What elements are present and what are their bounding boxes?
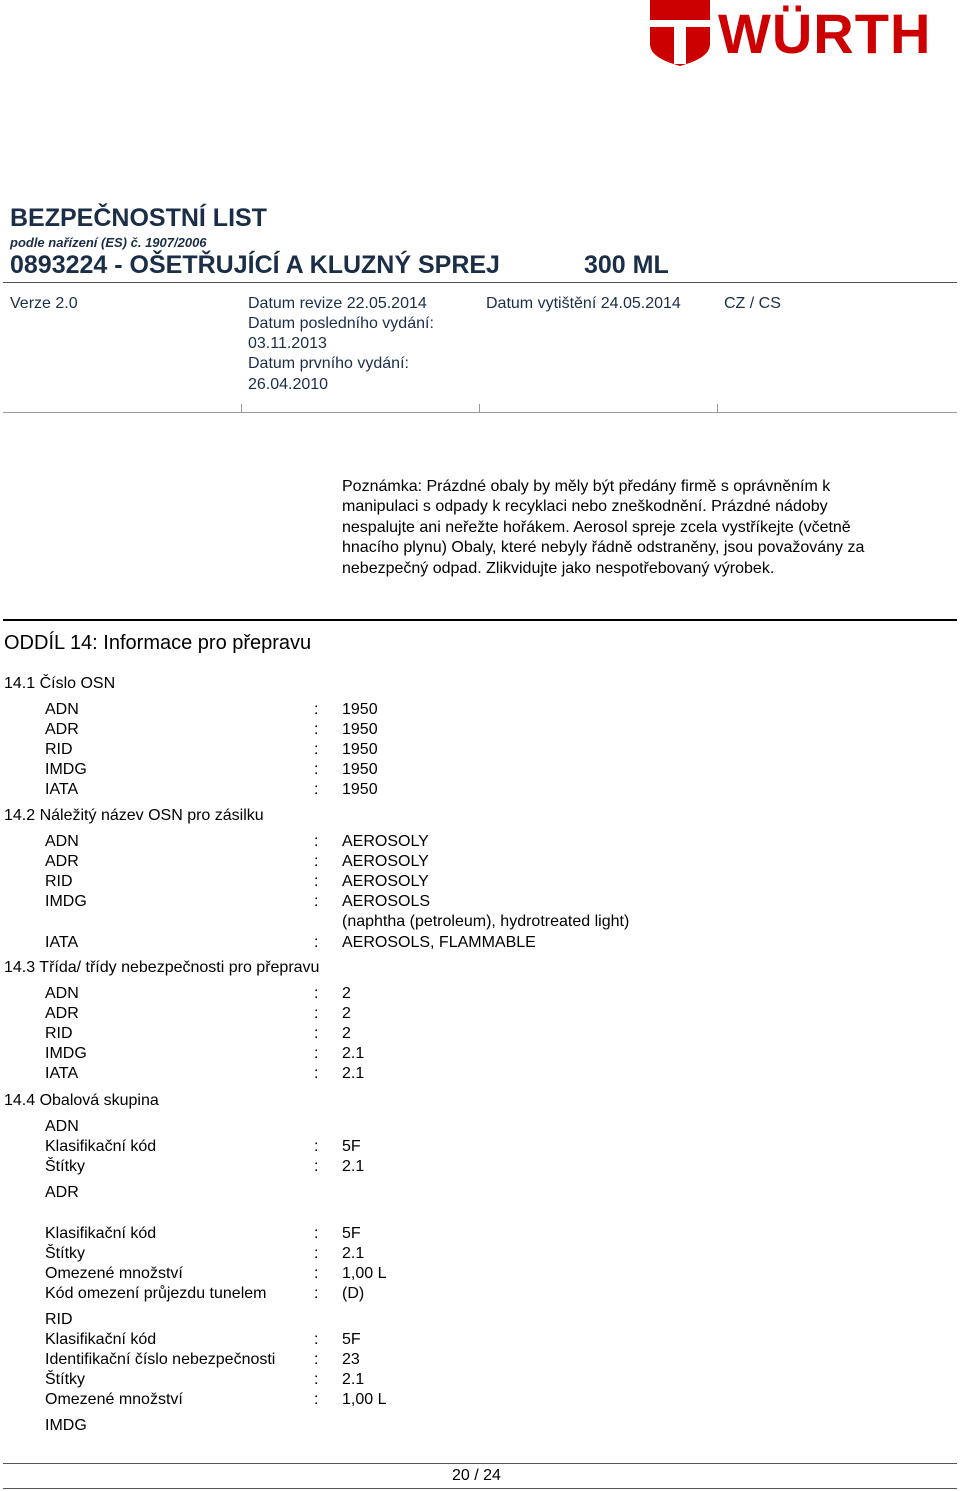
row-label: ADN <box>45 701 79 718</box>
row-colon: : <box>314 1045 319 1062</box>
row-label: IATA <box>45 781 79 798</box>
rid-group-title: RID <box>45 1311 73 1328</box>
meta-divider <box>3 412 957 413</box>
row-colon: : <box>314 1005 319 1022</box>
row-label: Kód omezení průjezdu tunelem <box>45 1285 267 1302</box>
meta-tick <box>717 404 718 413</box>
section-divider <box>3 619 957 621</box>
row-colon: : <box>314 1391 319 1408</box>
row-label: Štítky <box>45 1158 86 1175</box>
row-label: Klasifikační kód <box>45 1138 157 1155</box>
subsection-14-1-heading: 14.1 Číslo OSN <box>4 675 116 692</box>
row-value: 5F <box>342 1225 361 1242</box>
row-colon: : <box>314 1158 319 1175</box>
row-label: RID <box>45 873 73 890</box>
row-value: 2.1 <box>342 1065 365 1082</box>
imdg-group-title: IMDG <box>45 1417 87 1434</box>
row-colon: : <box>314 781 319 798</box>
row-colon: : <box>314 721 319 738</box>
row-value: 1,00 L <box>342 1391 387 1408</box>
row-colon: : <box>314 1351 319 1368</box>
row-label: ADN <box>45 833 79 850</box>
row-label: Štítky <box>45 1371 86 1388</box>
row-label: Omezené množství <box>45 1391 183 1408</box>
subsection-14-2-heading: 14.2 Náležitý název OSN pro zásilku <box>4 807 264 824</box>
meta-tick <box>479 404 480 413</box>
row-colon: : <box>314 985 319 1002</box>
document-subtitle: podle nařízení (ES) č. 1907/2006 <box>10 235 207 250</box>
footer-divider-bottom <box>3 1488 957 1489</box>
row-colon: : <box>314 893 319 910</box>
row-colon: : <box>314 1138 319 1155</box>
row-colon: : <box>314 873 319 890</box>
row-value: 1950 <box>342 701 378 718</box>
header-divider <box>3 282 957 283</box>
wurth-logo-icon <box>650 0 710 66</box>
row-value: AEROSOLY <box>342 853 429 870</box>
document-title: BEZPEČNOSTNÍ LIST <box>10 204 267 232</box>
row-value: 2.1 <box>342 1245 365 1262</box>
row-label: Štítky <box>45 1245 86 1262</box>
subsection-14-4-heading: 14.4 Obalová skupina <box>4 1092 159 1109</box>
product-name: 0893224 - OŠETŘUJÍCÍ A KLUZNÝ SPREJ <box>10 251 500 279</box>
row-value: AEROSOLS, FLAMMABLE <box>342 934 536 951</box>
row-value: 2 <box>342 1025 351 1042</box>
row-value: 2.1 <box>342 1158 365 1175</box>
adr-group-title: ADR <box>45 1184 79 1201</box>
imdg-technical-name: (naphtha (petroleum), hydrotreated light) <box>342 913 630 930</box>
first-issue-date: 26.04.2010 <box>248 376 329 393</box>
row-label: RID <box>45 1025 73 1042</box>
last-issue-date: 03.11.2013 <box>248 335 327 352</box>
row-value: AEROSOLY <box>342 833 429 850</box>
row-colon: : <box>314 1265 319 1282</box>
row-label: IATA <box>45 934 79 951</box>
row-label: Identifikační číslo nebezpečnosti <box>45 1351 276 1368</box>
row-label: IMDG <box>45 761 87 778</box>
row-label: Omezené množství <box>45 1265 183 1282</box>
first-issue-label: Datum prvního vydání: <box>248 355 409 372</box>
row-value: 1,00 L <box>342 1265 387 1282</box>
last-issue-label: Datum posledního vydání: <box>248 315 434 332</box>
row-value: 5F <box>342 1138 361 1155</box>
row-colon: : <box>314 1225 319 1242</box>
row-value: 1950 <box>342 721 378 738</box>
adn-group-title: ADN <box>45 1118 79 1135</box>
row-label: ADR <box>45 721 79 738</box>
row-value: 1950 <box>342 741 378 758</box>
page-number: 20 / 24 <box>452 1467 501 1484</box>
row-value: 1950 <box>342 761 378 778</box>
row-colon: : <box>314 1245 319 1262</box>
row-label: IATA <box>45 1065 79 1082</box>
row-colon: : <box>314 701 319 718</box>
product-size: 300 ML <box>584 251 669 279</box>
row-colon: : <box>314 833 319 850</box>
row-colon: : <box>314 741 319 758</box>
disposal-note: Poznámka: Prázdné obaly by měly být předány firmě s oprávněním k manipulaci s odpady k recyklaci nebo zneškodnění. Prázdné nádoby nespalujte ani neřežte hořákem. Aerosol spreje zcela vystříkejte (včetně hnacího plynu) Obaly, které nebyly řádně odstraněny, jsou považovány za nebezpečný odpad. Zlikvidujte jako nespotřebovaný výrobek. <box>342 478 865 577</box>
row-label: ADR <box>45 853 79 870</box>
row-label: ADR <box>45 1005 79 1022</box>
version: Verze 2.0 <box>10 295 78 312</box>
row-colon: : <box>314 934 319 951</box>
row-label: IMDG <box>45 1045 87 1062</box>
row-colon: : <box>314 1285 319 1302</box>
row-colon: : <box>314 1371 319 1388</box>
row-label: ADN <box>45 985 79 1002</box>
row-value: 23 <box>342 1351 360 1368</box>
row-value: 1950 <box>342 781 378 798</box>
row-value: (D) <box>342 1285 365 1302</box>
row-colon: : <box>314 761 319 778</box>
row-label: Klasifikační kód <box>45 1331 157 1348</box>
row-value: AEROSOLY <box>342 873 429 890</box>
row-colon: : <box>314 853 319 870</box>
row-value: AEROSOLS <box>342 893 431 910</box>
row-value: 2.1 <box>342 1045 365 1062</box>
row-value: 2.1 <box>342 1371 365 1388</box>
section-title: ODDÍL 14: Informace pro přepravu <box>4 632 312 654</box>
row-colon: : <box>314 1065 319 1082</box>
wurth-logo-text: WÜRTH <box>718 2 932 65</box>
footer-divider <box>3 1463 957 1464</box>
row-colon: : <box>314 1331 319 1348</box>
row-value: 2 <box>342 985 351 1002</box>
row-label: Klasifikační kód <box>45 1225 157 1242</box>
row-value: 2 <box>342 1005 351 1022</box>
print-date: Datum vytištění 24.05.2014 <box>486 295 681 312</box>
locale: CZ / CS <box>724 295 781 312</box>
subsection-14-3-heading: 14.3 Třída/ třídy nebezpečnosti pro přepravu <box>4 959 320 976</box>
row-label: IMDG <box>45 893 87 910</box>
row-value: 5F <box>342 1331 361 1348</box>
revision-date: Datum revize 22.05.2014 <box>248 295 427 312</box>
row-colon: : <box>314 1025 319 1042</box>
row-label: RID <box>45 741 73 758</box>
meta-tick <box>241 404 242 413</box>
